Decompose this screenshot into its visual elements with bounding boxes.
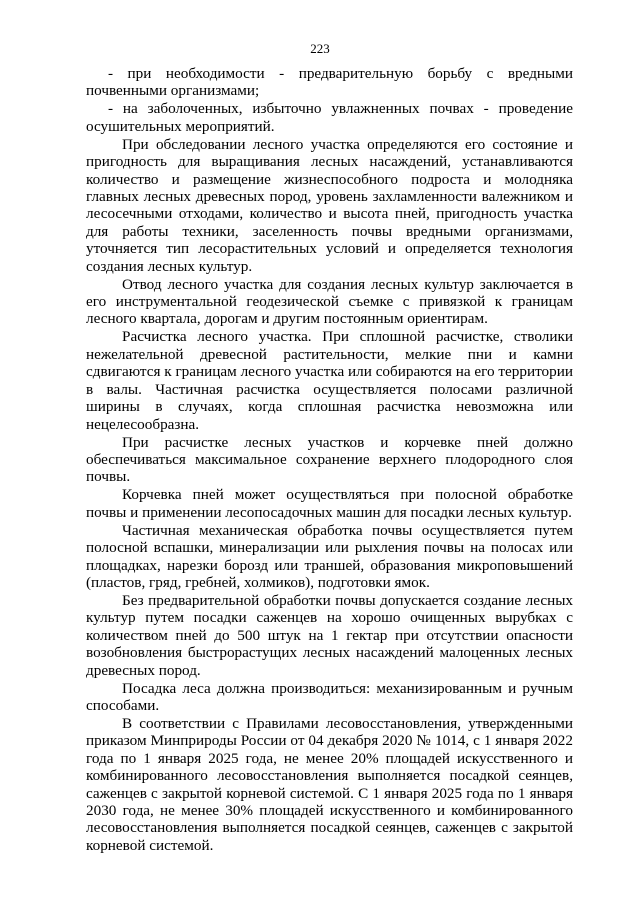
page-number: 223: [310, 41, 330, 56]
paragraph-site-allocation: Отвод лесного участка для создания лесных культур заключается в его инструментальной геодезической съемке с привязкой к границам лесного квартала, дорогам и другим постоянным ориентирам.: [86, 275, 573, 328]
document-body: [86, 65, 573, 855]
paragraph-soil-treatment: Частичная механическая обработка почвы осуществляется путем полосной вспашки, минерализации или рыхления почвы на полосах или площадках, нарезки борозд или траншей, образования микроповышений (пластов, гряд, гребней, холмиков), подготовки ямок.: [86, 521, 573, 591]
paragraph-pest-control: - при необходимости - предварительную борьбу с вредными почвенными организмами;: [86, 65, 573, 100]
paragraph-drainage: - на заболоченных, избыточно увлажненных почвах - проведение осушительных мероприятий.: [86, 100, 573, 135]
paragraph-reforestation-rules: В соответствии с Правилами лесовосстановления, утвержденными приказом Минприроды России от 04 декабря 2020 № 1014, с 1 января 2022 года по 1 января 2025 года, не менее 20% площадей искусственного и комбинированного лесовосстановления выполняется посадкой сеянцев, саженцев с закрытой корневой системой. С 1 января 2025 года по 1 января 2030 года, не менее 30% площадей искусственного и комбинированного лесовосстановления выполняется посадкой сеянцев, саженцев с закрытой корневой системой.: [86, 714, 573, 854]
paragraph-site-survey: При обследовании лесного участка определяются его состояние и пригодность для выращивания лесных насаждений, устанавливаются количество и размещение жизнеспособного подроста и молодняка главных лесных древесных пород, уровень захламленности валежником и лесосечными отходами, количество и высота пней, пригодность участка для работы техники, заселенность почвы вредными организмами, уточняется тип лесорастительных условий и определяется технология создания лесных культур.: [86, 135, 573, 275]
paragraph-planting-methods: Посадка леса должна производиться: механизированным и ручным способами.: [86, 679, 573, 714]
paragraph-no-treatment: Без предварительной обработки почвы допускается создание лесных культур путем посадки саженцев на хорошо очищенных вырубках с количеством пней до 500 штук на 1 гектар при отсутствии опасности возобновления быстрорастущих лесных насаждений малоценных лесных древесных пород.: [86, 591, 573, 679]
paragraph-stump-removal: Корчевка пней может осуществляться при полосной обработке почвы и применении лесопосадочных машин для посадки лесных культур.: [86, 486, 573, 521]
paragraph-site-clearing: Расчистка лесного участка. При сплошной расчистке, стволики нежелательной древесной растительности, мелкие пни и камни сдвигаются к границам лесного участка или собираются на его территории в валы. Частичная расчистка осуществляется полосами различной ширины в случаях, когда сплошная расчистка невозможна или нецелесообразна.: [86, 328, 573, 433]
paragraph-topsoil-preservation: При расчистке лесных участков и корчевке пней должно обеспечиваться максимальное сохранение верхнего плодородного слоя почвы.: [86, 433, 573, 486]
